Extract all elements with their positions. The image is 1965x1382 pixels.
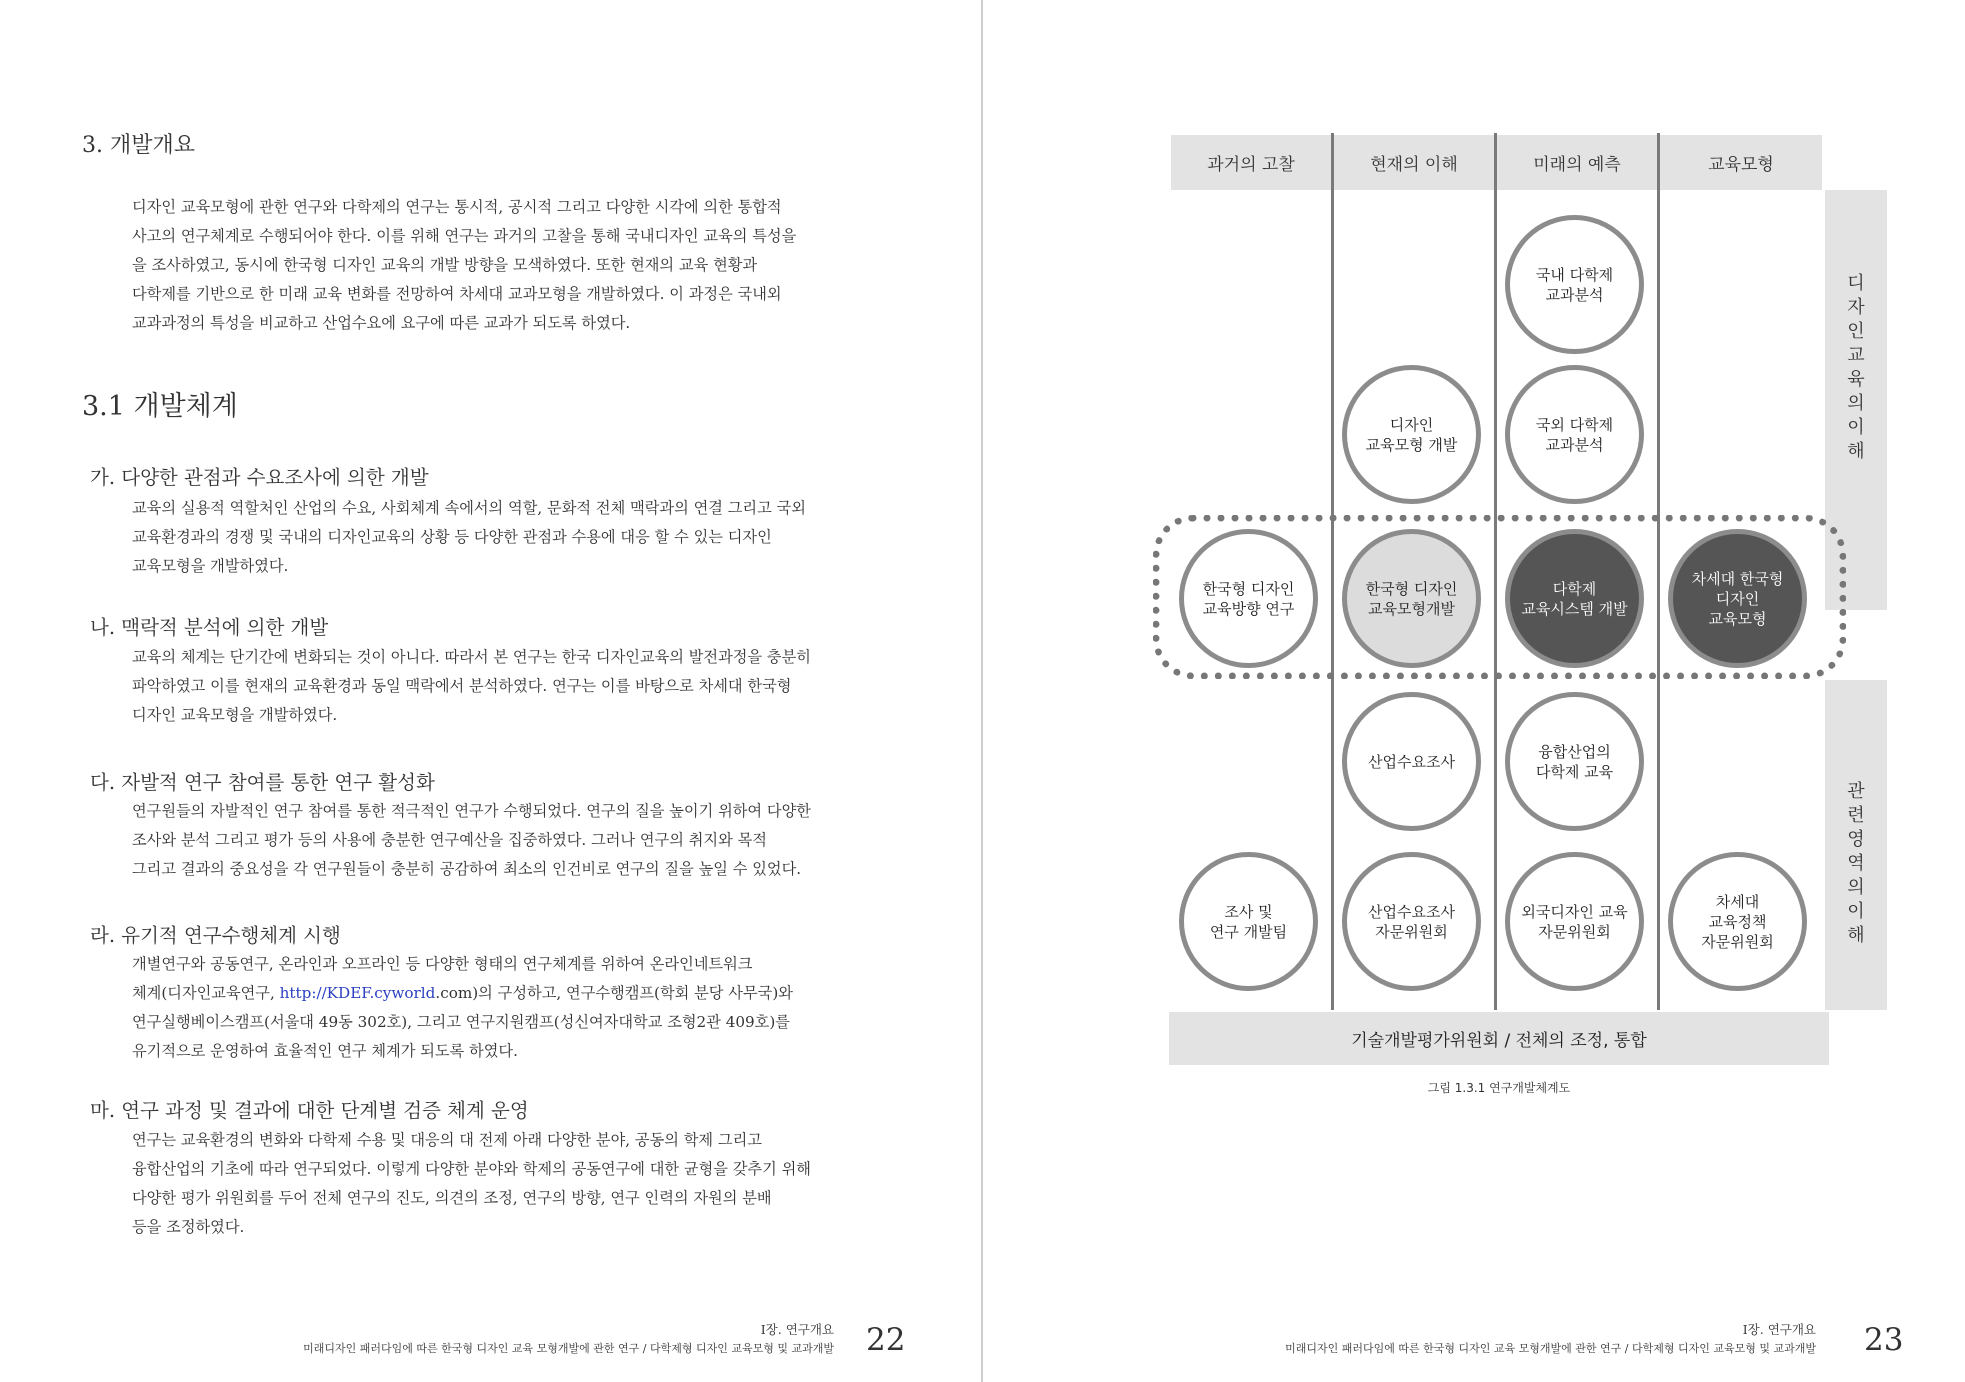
item-heading-ga: 가. 다양한 관점과 수요조사에 의한 개발 (90, 466, 429, 489)
col-header-past: 과거의 고찰 (1171, 135, 1331, 190)
item-heading-da: 다. 자발적 연구 참여를 통한 연구 활성화 (90, 771, 435, 794)
footer-title: 미래디자인 패러다임에 따른 한국형 디자인 교육 모형개발에 관한 연구 / 다학제형 디자인 교육모형 및 교과개발 (303, 1342, 834, 1355)
side-bar-bottom (1825, 680, 1887, 1010)
circle-foreign-analysis: 국외 다학제 교과분석 (1505, 365, 1644, 504)
page-number: 23 (1864, 1322, 1904, 1358)
circle-multidisciplinary-system: 다학제 교육시스템 개발 (1505, 529, 1644, 668)
footer-title: 미래디자인 패러다임에 따른 한국형 디자인 교육 모형개발에 관한 연구 / 다학제형 디자인 교육모형 및 교과개발 (1285, 1342, 1816, 1355)
circle-design-model-dev: 디자인 교육모형 개발 (1342, 365, 1481, 504)
intro-line: 다학제를 기반으로 한 미래 교육 변화를 전망하여 차세대 교과모형을 개발하였다. 이 과정은 국내외 (132, 285, 782, 303)
col-header-model: 교육모형 (1660, 135, 1822, 190)
item-heading-ma: 마. 연구 과정 및 결과에 대한 단계별 검증 체계 운영 (90, 1099, 529, 1122)
body-line: 융합산업의 기초에 따라 연구되었다. 이렇게 다양한 분야와 학제의 공동연구에 대한 균형을 갖추기 위해 (132, 1160, 811, 1178)
section-title: 3. 개발개요 (82, 133, 195, 158)
body-line: 교육환경과의 경쟁 및 국내의 디자인교육의 상황 등 다양한 관점과 수용에 대응 할 수 있는 디자인 (132, 528, 772, 546)
side-label-related-fields: 관 련 영 역 의 이 해 (1847, 781, 1865, 946)
footer-chapter: I장. 연구개요 (760, 1322, 834, 1337)
circle-research-team: 조사 및 연구 개발팀 (1179, 852, 1318, 991)
body-line: 조사와 분석 그리고 평가 등의 사용에 충분한 연구예산을 집중하였다. 그러나 연구의 취지와 목적 (132, 831, 767, 849)
body-line: 교육모형을 개발하였다. (132, 557, 289, 575)
footer-chapter: I장. 연구개요 (1742, 1322, 1816, 1337)
circle-korean-direction: 한국형 디자인 교육방향 연구 (1179, 529, 1318, 668)
body-line: 파악하였고 이를 현재의 교육환경과 동일 맥락에서 분석하였다. 연구는 이를 바탕으로 차세대 한국형 (132, 677, 792, 695)
body-line: 연구는 교육환경의 변화와 다학제 수용 및 대응의 대 전제 아래 다양한 분야, 공동의 학제 그리고 (132, 1131, 762, 1149)
circle-domestic-analysis: 국내 다학제 교과분석 (1505, 215, 1644, 354)
right-page (983, 0, 1965, 1382)
col-header-future: 미래의 예측 (1497, 135, 1657, 190)
body-line: 디자인 교육모형을 개발하였다. (132, 706, 338, 724)
body-text: .com)의 구성하고, 연구수행캠프(학회 분당 사무국)와 (435, 984, 793, 1002)
website-link[interactable]: http://KDEF.cyworld (279, 984, 436, 1002)
body-line: 개별연구와 공동연구, 온라인과 오프라인 등 다양한 형태의 연구체계를 위하여 온라인네트워크 (132, 955, 753, 973)
body-line: 그리고 결과의 중요성을 각 연구원들이 충분히 공감하여 최소의 인건비로 연구의 질을 높일 수 있었다. (132, 860, 802, 878)
circle-industry-survey: 산업수요조사 (1342, 692, 1481, 831)
intro-line: 을 조사하였고, 동시에 한국형 디자인 교육의 개발 방향을 모색하였다. 또한 현재의 교육 현황과 (132, 256, 758, 274)
body-line: 교육의 실용적 역할처인 산업의 수요, 사회체계 속에서의 역할, 문화적 전체 맥락과의 연결 그리고 국외 (132, 499, 806, 517)
body-line: 교육의 체계는 단기간에 변화되는 것이 아니다. 따라서 본 연구는 한국 디자인교육의 발전과정을 충분히 (132, 648, 811, 666)
circle-korean-model: 한국형 디자인 교육모형개발 (1342, 529, 1481, 668)
item-body-ra (132, 950, 912, 1066)
item-heading-na: 나. 맥락적 분석에 의한 개발 (90, 616, 329, 639)
body-text: 체계(디자인교육연구, (132, 984, 280, 1002)
body-line: 유기적으로 운영하여 효율적인 연구 체계가 되도록 하였다. (132, 1042, 518, 1060)
body-line: 연구실행베이스캠프(서울대 49동 302호), 그리고 연구지원캠프(성신여자대학교 조형2관 409호)를 (132, 1013, 790, 1031)
circle-convergence-education: 융합산업의 다학제 교육 (1505, 692, 1644, 831)
item-body-ma (132, 1126, 912, 1242)
body-line (132, 979, 912, 1008)
development-system-diagram (983, 0, 1965, 1382)
figure-caption: 그림 1.3.1 연구개발체계도 (1427, 1081, 1571, 1095)
intro-paragraph (132, 193, 912, 338)
item-heading-ra: 라. 유기적 연구수행체계 시행 (90, 924, 341, 947)
item-body-da (132, 797, 912, 884)
intro-line: 디자인 교육모형에 관한 연구와 다학제의 연구는 통시적, 공시적 그리고 다양한 시각에 의한 통합적 (132, 198, 782, 216)
item-body-ga (132, 494, 912, 581)
left-page (0, 0, 982, 1382)
item-body-na (132, 643, 912, 730)
body-line: 등을 조정하였다. (132, 1218, 245, 1236)
intro-line: 사고의 연구체계로 수행되어야 한다. 이를 위해 연구는 과거의 고찰을 통해 국내디자인 교육의 특성을 (132, 227, 797, 245)
circle-next-gen-model: 차세대 한국형 디자인 교육모형 (1668, 529, 1807, 668)
side-label-design-education: 디 자 인 교 육 의 이 해 (1847, 273, 1865, 462)
circle-industry-committee: 산업수요조사 자문위원회 (1342, 852, 1481, 991)
circle-policy-committee: 차세대 교육정책 자문위원회 (1668, 852, 1807, 991)
body-line: 다양한 평가 위원회를 두어 전체 연구의 진도, 의견의 조정, 연구의 방향, 연구 인력의 자원의 분배 (132, 1189, 772, 1207)
subsection-title: 3.1 개발체계 (82, 391, 238, 422)
intro-line: 교과과정의 특성을 비교하고 산업수요에 요구에 따른 교과가 되도록 하였다. (132, 314, 631, 332)
circle-foreign-committee: 외국디자인 교육 자문위원회 (1505, 852, 1644, 991)
page-number: 22 (866, 1322, 906, 1358)
body-line: 연구원들의 자발적인 연구 참여를 통한 적극적인 연구가 수행되었다. 연구의 질을 높이기 위하여 다양한 (132, 802, 811, 820)
evaluation-committee-bar: 기술개발평가위원회 / 전체의 조정, 통합 (1169, 1012, 1829, 1065)
col-header-present: 현재의 이해 (1334, 135, 1494, 190)
